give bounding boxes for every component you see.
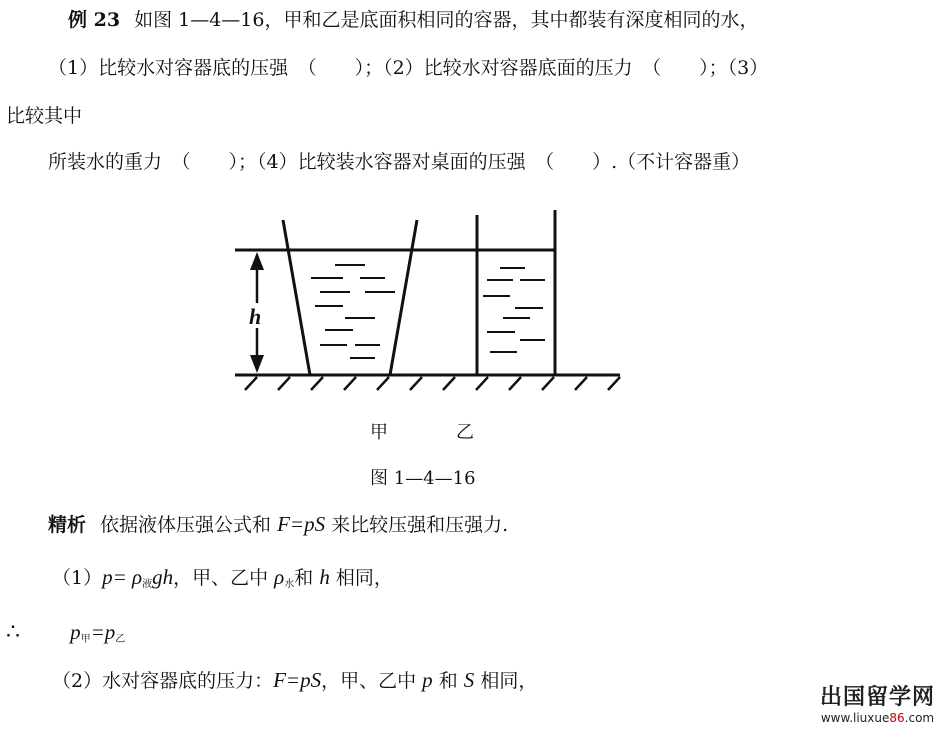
step1-p-eq: p= ρ	[102, 565, 143, 589]
watermark-url-b: 86	[889, 711, 905, 725]
step1-gh: gh	[152, 565, 174, 589]
therefore-eq: =p	[90, 620, 116, 644]
step2-end: 相同，	[480, 670, 538, 692]
analysis-line	[48, 512, 508, 537]
site-watermark	[820, 680, 935, 725]
example-label: 例 23	[68, 9, 121, 31]
analysis-label: 精析	[48, 514, 87, 536]
step1-end: 相同，	[335, 567, 393, 589]
step1-rho: ρ	[274, 565, 285, 589]
container-figure	[225, 200, 635, 400]
therefore-symbol: ∴	[6, 620, 20, 645]
label-jia: 甲	[370, 422, 388, 443]
step1-mid: ，甲、乙中	[173, 567, 269, 589]
therefore-line	[6, 620, 125, 652]
step2-p: p	[422, 668, 433, 692]
jia-right-wall	[390, 220, 417, 375]
step1-line	[52, 565, 393, 597]
ground-hatching	[245, 377, 620, 390]
step1-h: h	[319, 565, 330, 589]
problem-line-4: 所装水的重力 （ ）；（4）比较装水容器对桌面的压强 （ ）.（不计容器重）	[48, 151, 751, 173]
step2-and: 和	[438, 670, 458, 692]
step2-prefix: （2）水对容器底的压力：	[52, 670, 274, 692]
problem-text-1: 如图 1—4—16，甲和乙是底面积相同的容器，其中都装有深度相同的水，	[134, 9, 759, 31]
problem-line-2: （1）比较水对容器底的压强 （ ）；（2）比较水对容器底面的压力 （ ）；（3）	[48, 57, 769, 79]
therefore-sub-jia: 甲	[80, 634, 91, 645]
therefore-p: p	[70, 620, 81, 644]
h-arrow-down-head	[250, 355, 264, 373]
jia-left-wall	[283, 220, 310, 375]
figure-caption: 图 1—4—16	[370, 468, 476, 489]
h-label: h	[249, 304, 262, 329]
analysis-formula: F=pS	[277, 512, 326, 536]
watermark-url-a: www.liuxue	[820, 711, 890, 725]
step2-mid: ，甲、乙中	[321, 670, 417, 692]
step1-sub-shui: 水	[284, 579, 295, 590]
problem-line-1	[68, 8, 758, 32]
problem-line-3: 比较其中	[6, 105, 83, 127]
jia-water-lines	[311, 265, 395, 358]
step2-line	[52, 668, 537, 693]
therefore-sub-yi: 乙	[115, 634, 126, 645]
watermark-url	[820, 711, 935, 725]
analysis-text-a: 依据液体压强公式和	[100, 514, 272, 536]
watermark-url-c: .com	[904, 711, 935, 725]
analysis-text-b: 来比较压强和压强力.	[331, 514, 509, 536]
yi-water-lines	[483, 268, 545, 352]
step2-formula: F=pS	[273, 668, 322, 692]
step2-s: S	[463, 668, 475, 692]
step1-prefix: （1）	[52, 567, 103, 589]
step1-and: 和	[294, 567, 314, 589]
watermark-title: 出国留学网	[819, 685, 935, 710]
label-yi: 乙	[456, 422, 474, 443]
h-arrow-up-head	[250, 252, 264, 270]
step1-sub-ye: 液	[142, 579, 153, 590]
